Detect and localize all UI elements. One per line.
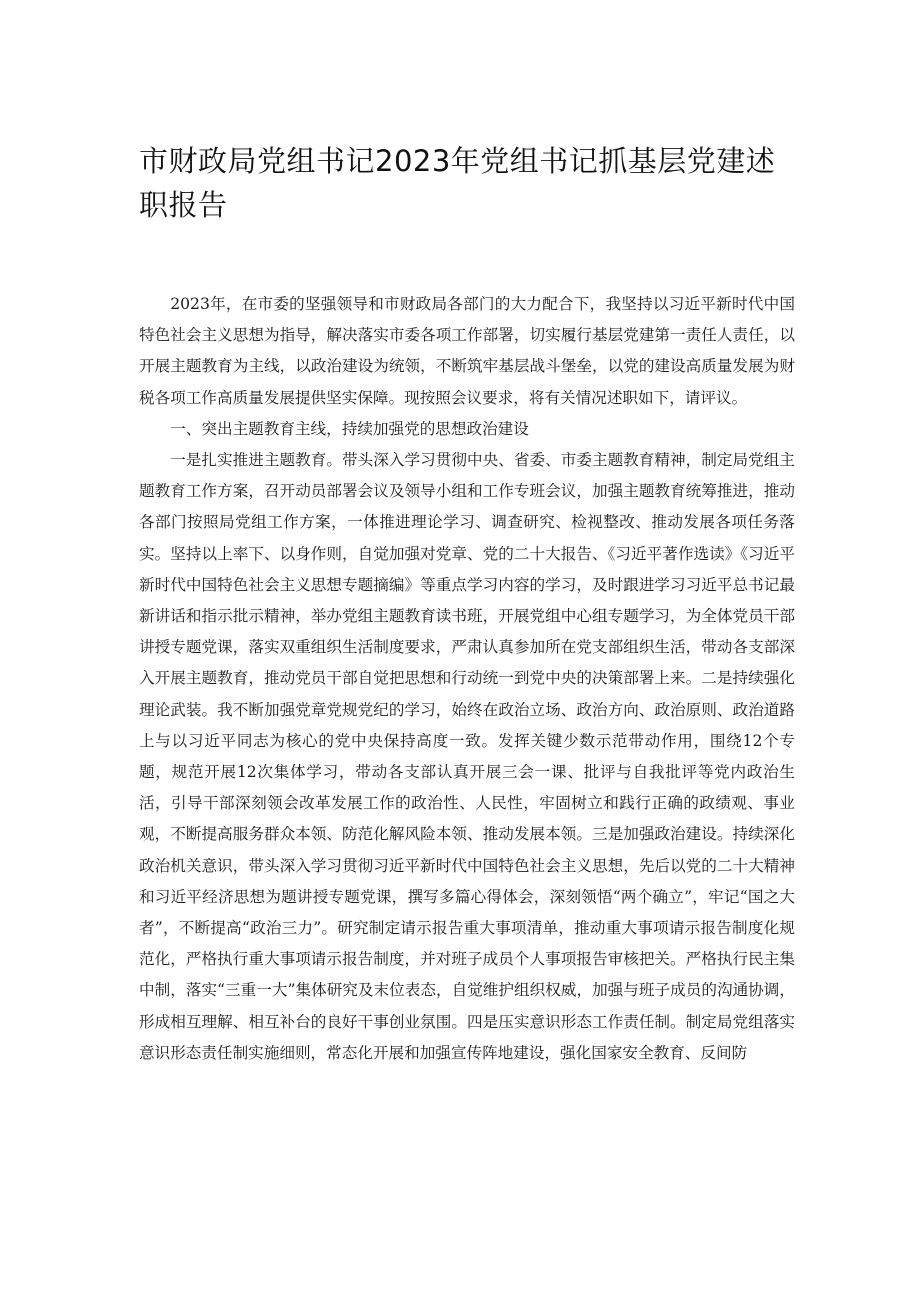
section-heading-1: 一、突出主题教育主线，持续加强党的思想政治建设 bbox=[170, 419, 529, 438]
document-body bbox=[139, 289, 795, 1069]
intro-paragraph: 2023年，在市委的坚强领导和市财政局各部门的大力配合下，我坚持以习近平新时代中国特色社会主义思想为指导，解决落实市委各项工作部署，切实履行基层党建第一责任人责任，以开展主题教育为主线，以政治建设为统领，不断筑牢基层战斗堡垒，以党的建设高质量发展为财税各项工作高质量发展提供坚实保障。现按照会议要求，将有关情况述职如下，请评议。 bbox=[139, 295, 795, 407]
document-title: 市财政局党组书记2023年党组书记抓基层党建述职报告 bbox=[139, 144, 776, 222]
section-1-paragraph: 一是扎实推进主题教育。带头深入学习贯彻中央、省委、市委主题教育精神，制定局党组主题教育工作方案，召开动员部署会议及领导小组和工作专班会议，加强主题教育统筹推进，推动各部门按照局党组工作方案，一体推进理论学习、调查研究、检视整改、推动发展各项任务落实。坚持以上率下、以身作则，自觉加强对党章、党的二十大报告、《习近平著作选读》《习近平新时代中国特色社会主义思想专题摘编》等重点学习内容的学习，及时跟进学习习近平总书记最新讲话和指示批示精神，举办党组主题教育读书班，开展党组中心组专题学习，为全体党员干部讲授专题党课，落实双重组织生活制度要求，严肃认真参加所在党支部组织生活，带动各支部深入开展主题教育，推动党员干部自觉把思想和行动统一到党中央的决策部署上来。二是持续强化理论武装。我不断加强党章党规党纪的学习，始终在政治立场、政治方向、政治原则、政治道路上与以习近平同志为核心的党中央保持高度一致。发挥关键少数示范带动作用，围绕12个专题，规范开展12次集体学习，带动各支部认真开展三会一课、批评与自我批评等党内政治生活，引导干部深刻领会改革发展工作的政治性、人民性，牢固树立和践行正确的政绩观、事业观，不断提高服务群众本领、防范化解风险本领、推动发展本领。三是加强政治建设。持续深化政治机关意识，带头深入学习贯彻习近平新时代中国特色社会主义思想，先后以党的二十大精神和习近平经济思想为题讲授专题党课，撰写多篇心得体会，深刻领悟“两个确立”，牢记“国之大者”，不断提高“政治三力”。研究制定请示报告重大事项清单，推动重大事项请示报告制度化规范化，严格执行重大事项请示报告制度，并对班子成员个人事项报告审核把关。严格执行民主集中制，落实“三重一大”集体研究及末位表态，自觉维护组织权威，加强与班子成员的沟通协调，形成相互理解、相互补台的良好干事创业氛围。四是压实意识形态工作责任制。制定局党组落实意识形态责任制实施细则，常态化开展和加强宣传阵地建设，强化国家安全教育、反间防 bbox=[139, 451, 795, 1062]
